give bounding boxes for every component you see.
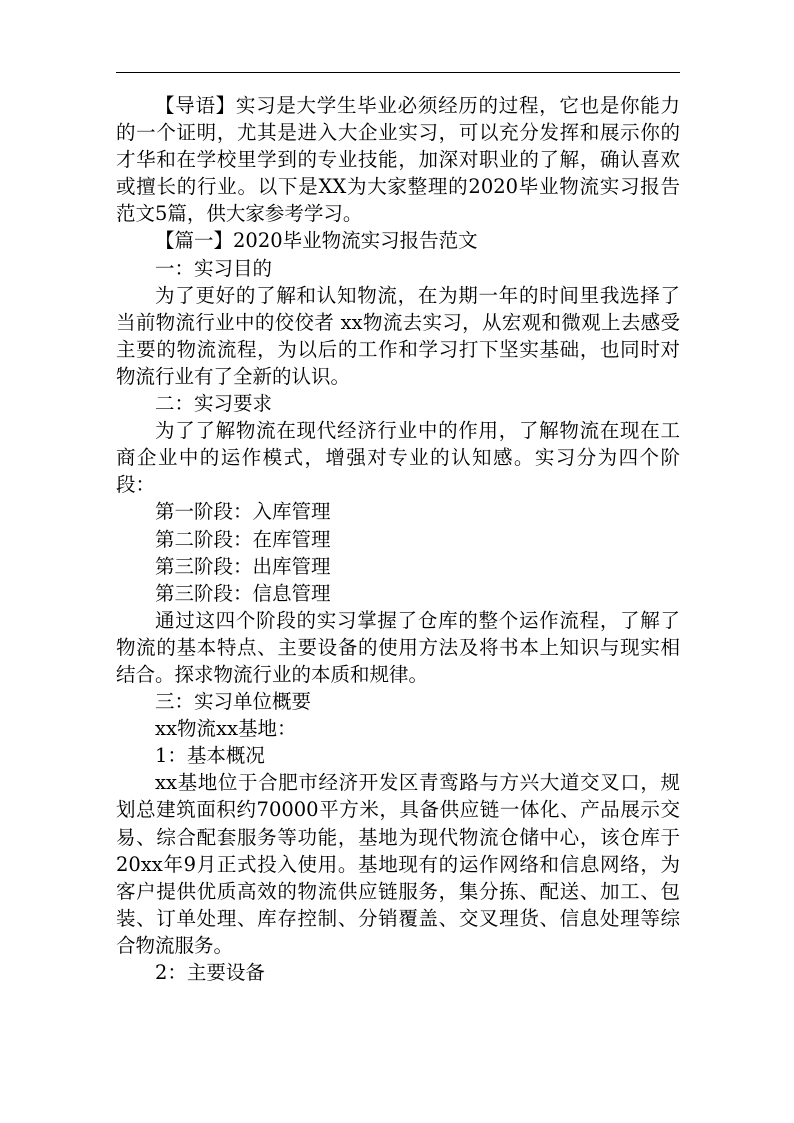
stage-item: 第一阶段：入库管理: [155, 500, 331, 524]
section-paragraph: 为了更好的了解和认知物流，在为期一年的时间里我选择了当前物流行业中的佼佼者 xx物流去实习，从宏观和微观上去感受主要的物流流程，为以后的工作和学习打下坚实基础，也同时对物流行业有了全新的认识。: [116, 283, 680, 388]
unit-name: xx物流xx基地：: [155, 717, 297, 741]
section-paragraph: 通过这四个阶段的实习掌握了仓库的整个运作流程，了解了物流的基本特点、主要设备的使用方法及将书本上知识与现实相结合。探求物流行业的本质和规律。: [116, 608, 680, 686]
section-heading: 一：实习目的: [155, 256, 273, 280]
subsection-heading: 1：基本概况: [155, 744, 265, 768]
section-paragraph: 为了了解物流在现代经济行业中的作用，了解物流在现在工商企业中的运作模式，增强对专业的认知感。实习分为四个阶段：: [116, 419, 680, 497]
subsection-heading: 2：主要设备: [155, 961, 265, 984]
stage-item: 第三阶段：出库管理: [155, 554, 331, 578]
section-heading: 三：实习单位概要: [155, 690, 312, 714]
section-paragraph: xx基地位于合肥市经济开发区青鸾路与方兴大道交叉口，规划总建筑面积约70000平方米，具备供应链一体化、产品展示交易、综合配套服务等功能，基地为现代物流仓储中心，该仓库于20xx年9月正式投入使用。基地现有的运作网络和信息网络，为客户提供优质高效的物流供应链服务，集分拣、配送、加工、包装、订单处理、库存控制、分销覆盖、交叉理货、信息处理等综合物流服务。: [116, 771, 680, 957]
stage-item: 第三阶段：信息管理: [155, 581, 331, 605]
stage-item: 第二阶段：在库管理: [155, 527, 331, 551]
article-title: 【篇一】2020毕业物流实习报告范文: [155, 229, 478, 253]
header-rule: [116, 72, 680, 73]
document-body: [116, 92, 680, 986]
intro-paragraph: 【导语】实习是大学生毕业必须经历的过程，它也是你能力的一个证明，尤其是进入大企业实习，可以充分发挥和展示你的才华和在学校里学到的专业技能，加深对职业的了解，确认喜欢或擅长的行业。以下是XX为大家整理的2020毕业物流实习报告范文5篇，供大家参考学习。: [116, 94, 680, 226]
section-heading: 二：实习要求: [155, 392, 273, 416]
